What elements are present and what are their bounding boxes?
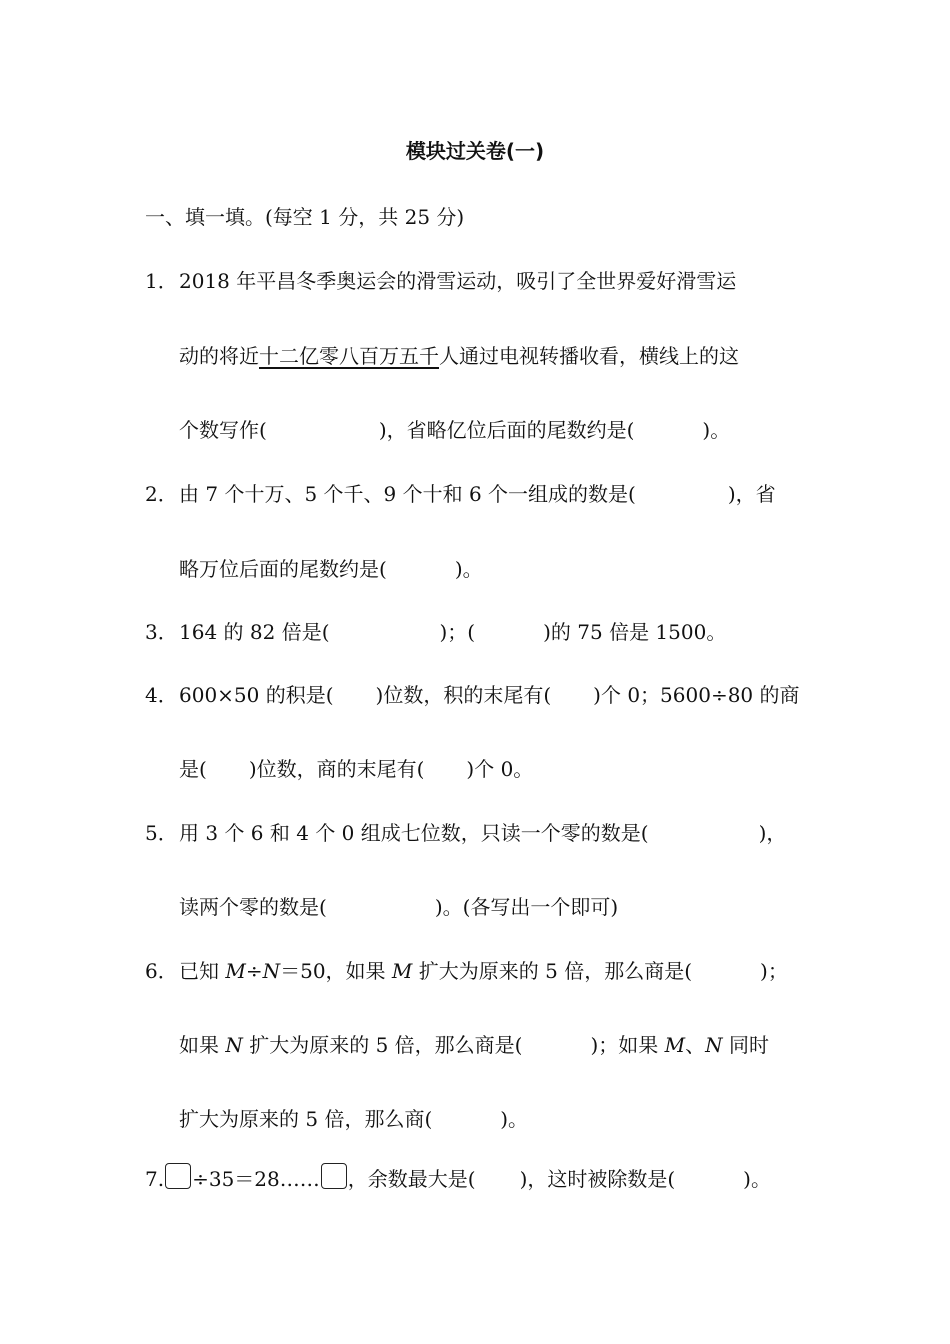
question-text: )。(各写出一个即可) [434,895,619,919]
underlined-number-words: 十二亿零八百万五千 [259,344,439,368]
question-text: )，省 [727,482,776,506]
question-text: )位数，商的末尾有( [248,757,425,781]
question-6-line-1 [145,956,788,986]
question-text: 如果 [179,1033,226,1057]
question-text: )。 [454,557,483,581]
question-text: )，省略亿位后面的尾数约是( [378,418,635,442]
question-6-line-3 [179,1104,528,1134]
page-title: 模块过关卷(一) [405,139,545,163]
question-text: 扩大为原来的 5 倍，那么商是( [242,1033,523,1057]
question-1-line-2 [179,341,739,371]
division-sign: ÷ [245,959,263,983]
question-number: 1． [145,269,178,293]
question-number: 2． [145,482,178,506]
question-text: 是( [179,757,207,781]
question-text: )个 0；5600÷80 的商 [593,683,800,707]
question-text: ，余数最大是( [347,1167,476,1191]
question-text: )，这时被除数是( [519,1167,676,1191]
question-text: )。 [743,1167,771,1191]
question-number: 6． [145,959,178,983]
question-text: )， [758,821,787,845]
question-text: 由 7 个十万、5 个千、9 个十和 6 个一组成的数是( [179,482,636,506]
dividend-box[interactable] [165,1163,191,1189]
question-text: 164 的 82 倍是( [179,620,330,644]
question-text: 人通过电视转播收看，横线上的这 [439,344,739,368]
remainder-box[interactable] [321,1163,347,1189]
question-text: )。 [702,418,731,442]
question-text: )位数，积的末尾有( [375,683,552,707]
question-number: 3． [145,620,178,644]
question-text: 个数写作( [179,418,267,442]
question-text: )个 0。 [466,757,534,781]
question-text: ＝50，如果 [280,959,392,983]
question-text: 600×50 的积是( [179,683,334,707]
question-2-line-2 [179,554,483,584]
question-5-line-1 [145,818,786,848]
question-7 [145,1163,771,1194]
question-number: 7. [145,1167,165,1191]
question-text: )；( [439,620,476,644]
section-heading: 一、填一填。(每空 1 分，共 25 分) [145,205,465,229]
question-text: ÷35＝28…… [192,1167,320,1191]
variable-n: N [262,959,281,983]
question-4-line-2 [179,754,533,784]
question-text: 略万位后面的尾数约是( [179,557,387,581]
question-1-line-3 [179,415,730,445]
question-4-line-1 [145,680,800,710]
variable-n: N [225,1033,243,1057]
question-3 [145,617,726,647]
variable-n: N [705,1033,723,1057]
question-text: )的 75 倍是 1500。 [543,620,727,644]
variable-m: M [225,959,246,983]
separator: 、 [685,1033,706,1057]
question-1-line-1 [145,266,736,296]
question-text: 2018 年平昌冬季奥运会的滑雪运动，吸引了全世界爱好滑雪运 [179,269,737,293]
question-text: 扩大为原来的 5 倍，那么商是( [412,959,693,983]
question-5-line-2 [179,892,618,922]
question-6-line-2 [179,1030,769,1060]
question-number: 5． [145,821,178,845]
variable-m: M [391,959,413,983]
question-text: 用 3 个 6 和 4 个 0 组成七位数，只读一个零的数是( [179,821,649,845]
question-text: 同时 [722,1033,769,1057]
question-text: 扩大为原来的 5 倍，那么商( [179,1107,433,1131]
question-2-line-1 [145,479,776,509]
question-text: 动的将近 [179,344,259,368]
variable-m: M [664,1033,686,1057]
question-text: )；如果 [590,1033,665,1057]
question-number: 4． [145,683,178,707]
question-text: )； [760,959,788,983]
question-text: 已知 [179,959,226,983]
question-text: )。 [500,1107,529,1131]
question-text: 读两个零的数是( [179,895,327,919]
